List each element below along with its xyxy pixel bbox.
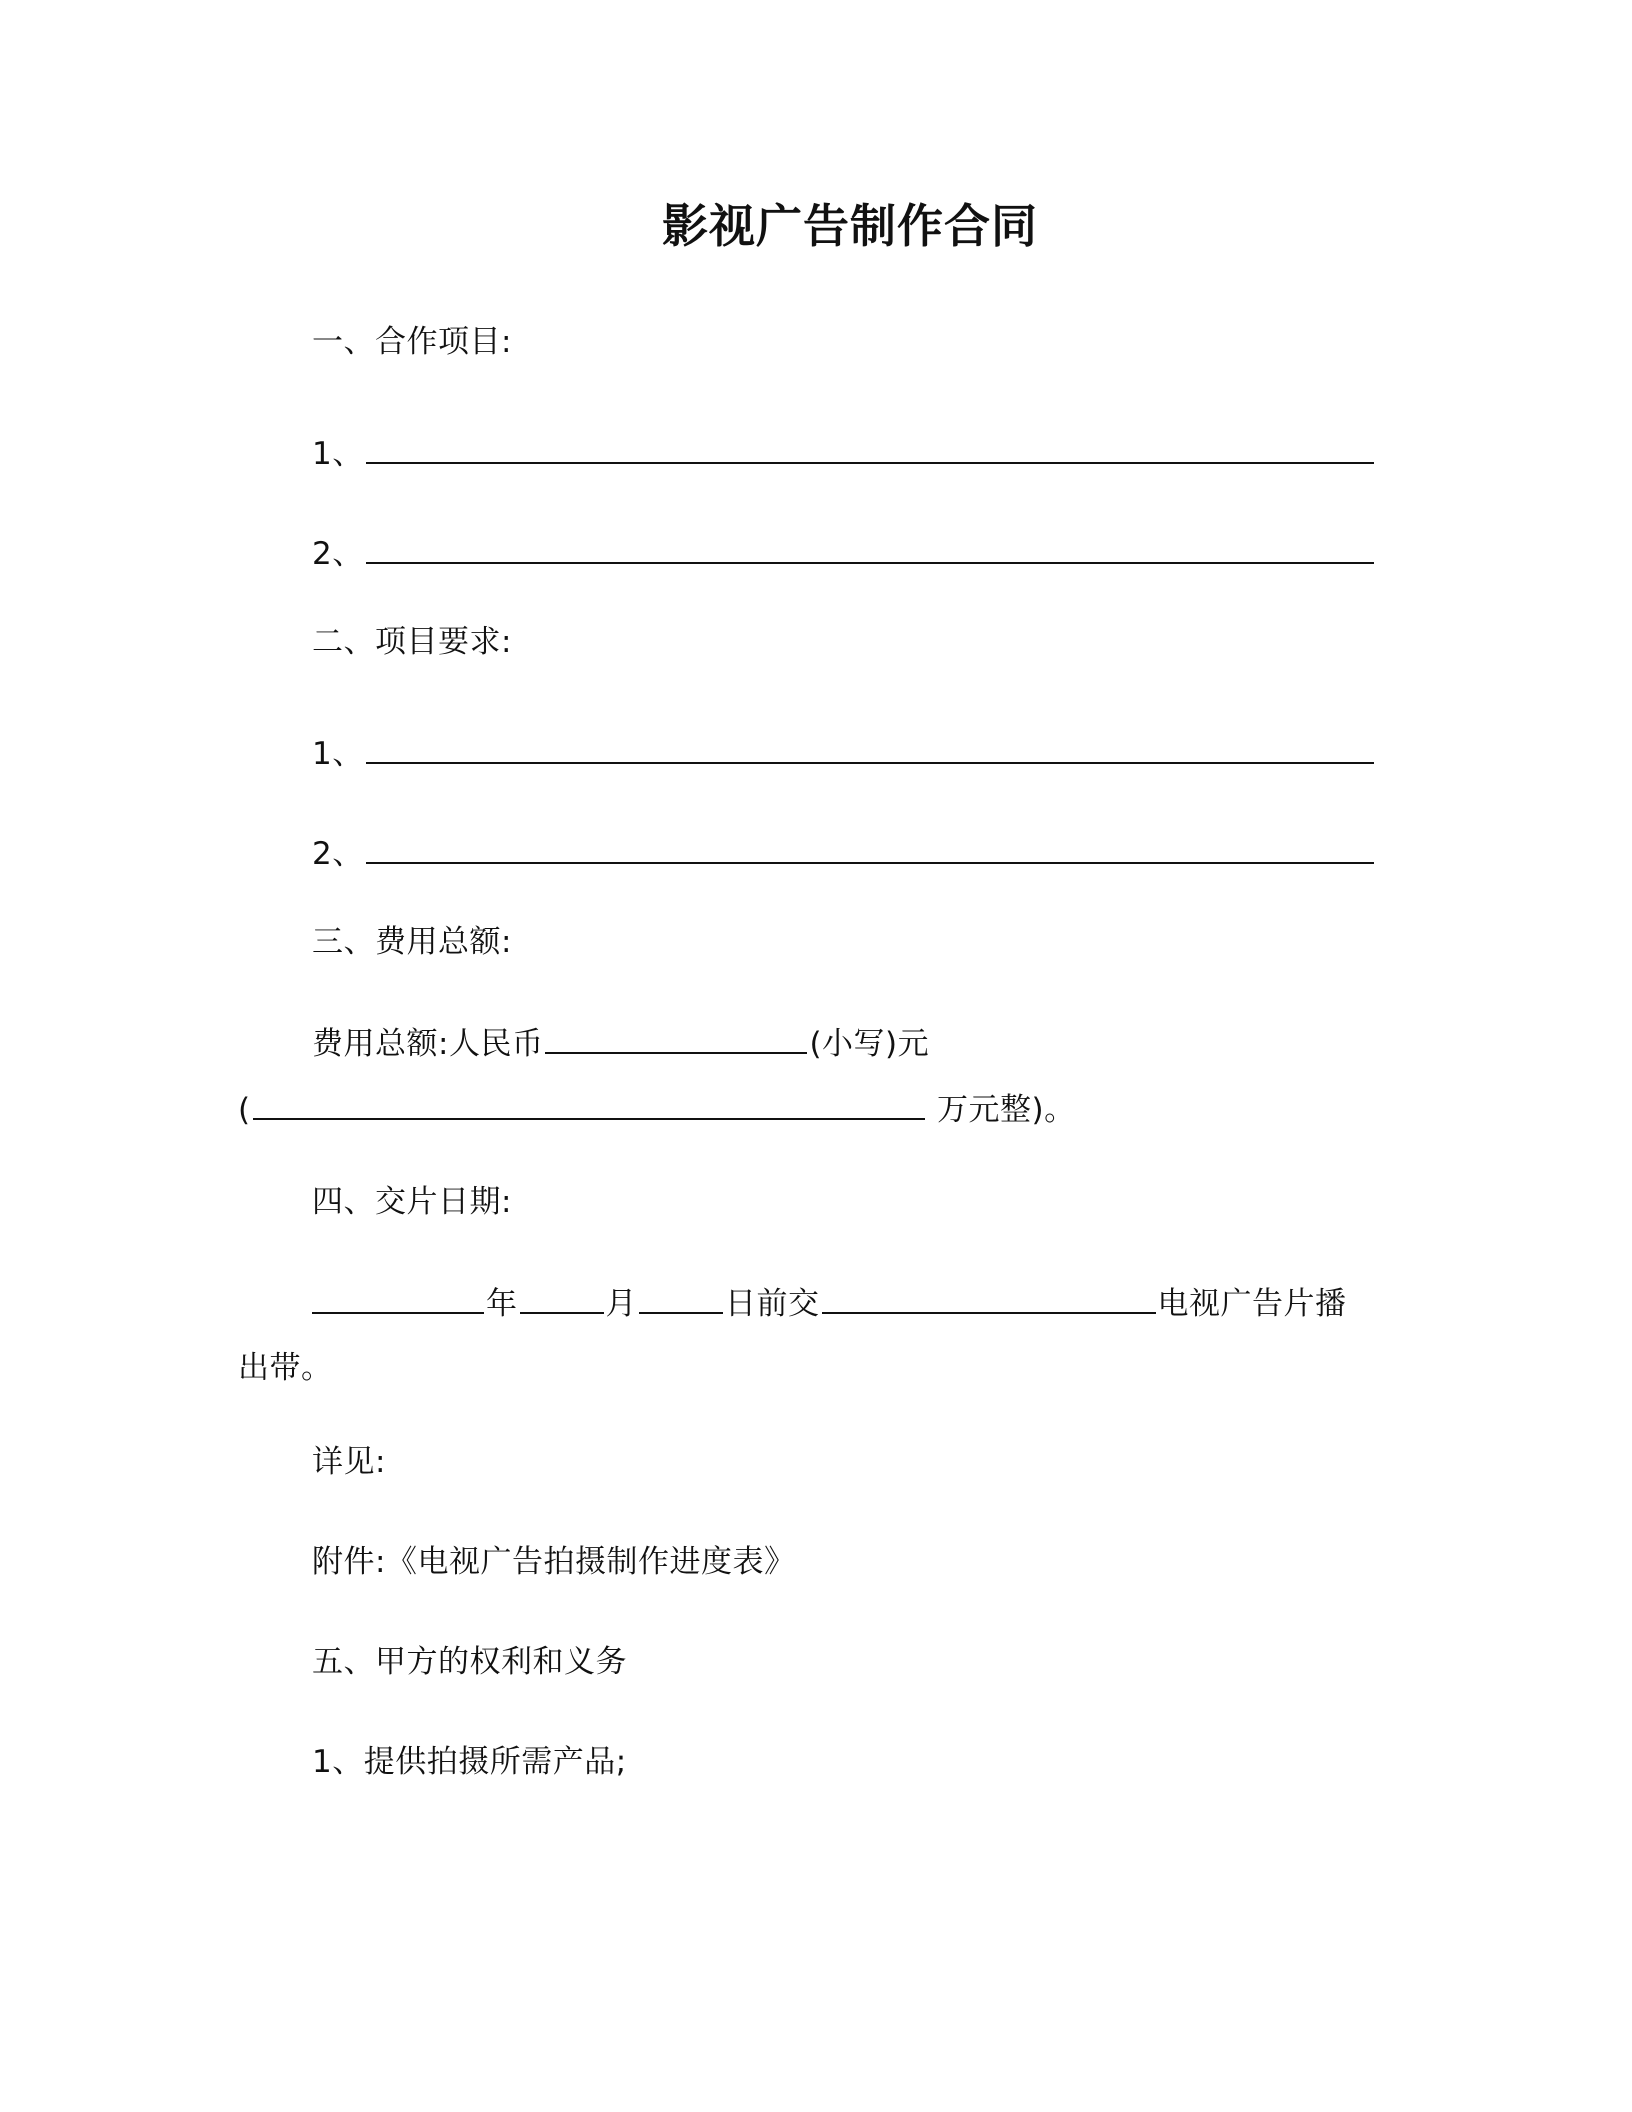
year-blank[interactable] bbox=[312, 1282, 484, 1314]
section-4-heading: 四、交片日期: bbox=[312, 1184, 512, 1220]
see-details: 详见: bbox=[312, 1444, 386, 1480]
fill-in-blank[interactable] bbox=[366, 732, 1374, 764]
fill-in-blank[interactable] bbox=[366, 832, 1374, 864]
section-2-item-1 bbox=[312, 732, 1376, 774]
day-blank[interactable] bbox=[639, 1282, 723, 1314]
section-3-heading: 三、费用总额: bbox=[312, 924, 512, 960]
tv-ad-label: 电视广告片播 bbox=[1157, 1286, 1347, 1322]
item-number: 2、 bbox=[312, 836, 364, 872]
section-5-heading: 五、甲方的权利和义务 bbox=[312, 1644, 627, 1680]
section-1-item-2 bbox=[312, 532, 1376, 574]
fee-line-1 bbox=[312, 1022, 929, 1064]
section-2-item-2 bbox=[312, 832, 1376, 874]
fee-prefix: 费用总额:人民币 bbox=[312, 1026, 544, 1062]
year-label: 年 bbox=[486, 1286, 518, 1322]
item-number: 1、 bbox=[312, 436, 364, 472]
section-2-heading: 二、项目要求: bbox=[312, 624, 512, 660]
attachment-reference: 附件:《电视广告拍摄制作进度表》 bbox=[312, 1544, 796, 1580]
fill-in-blank[interactable] bbox=[366, 432, 1374, 464]
section-5-item-1: 1、提供拍摄所需产品; bbox=[312, 1744, 627, 1780]
document-title: 影视广告制作合同 bbox=[662, 199, 1038, 253]
item-number: 1、 bbox=[312, 736, 364, 772]
fee-amount-blank[interactable] bbox=[545, 1022, 807, 1054]
fill-in-blank[interactable] bbox=[366, 532, 1374, 564]
delivery-item-blank[interactable] bbox=[822, 1282, 1156, 1314]
day-before-label: 日前交 bbox=[725, 1286, 820, 1322]
section-1-heading: 一、合作项目: bbox=[312, 324, 512, 360]
month-label: 月 bbox=[605, 1286, 637, 1322]
delivery-continuation: 出带。 bbox=[238, 1350, 333, 1386]
paren-open: ( bbox=[238, 1092, 251, 1128]
fee-capital-blank[interactable] bbox=[253, 1088, 925, 1120]
fee-suffix: (小写)元 bbox=[809, 1026, 930, 1062]
fee-line-2 bbox=[238, 1088, 1076, 1130]
item-number: 2、 bbox=[312, 536, 364, 572]
delivery-date-line bbox=[312, 1282, 1347, 1324]
month-blank[interactable] bbox=[520, 1282, 604, 1314]
section-1-item-1 bbox=[312, 432, 1376, 474]
fee-unit: 万元整)。 bbox=[936, 1092, 1076, 1128]
